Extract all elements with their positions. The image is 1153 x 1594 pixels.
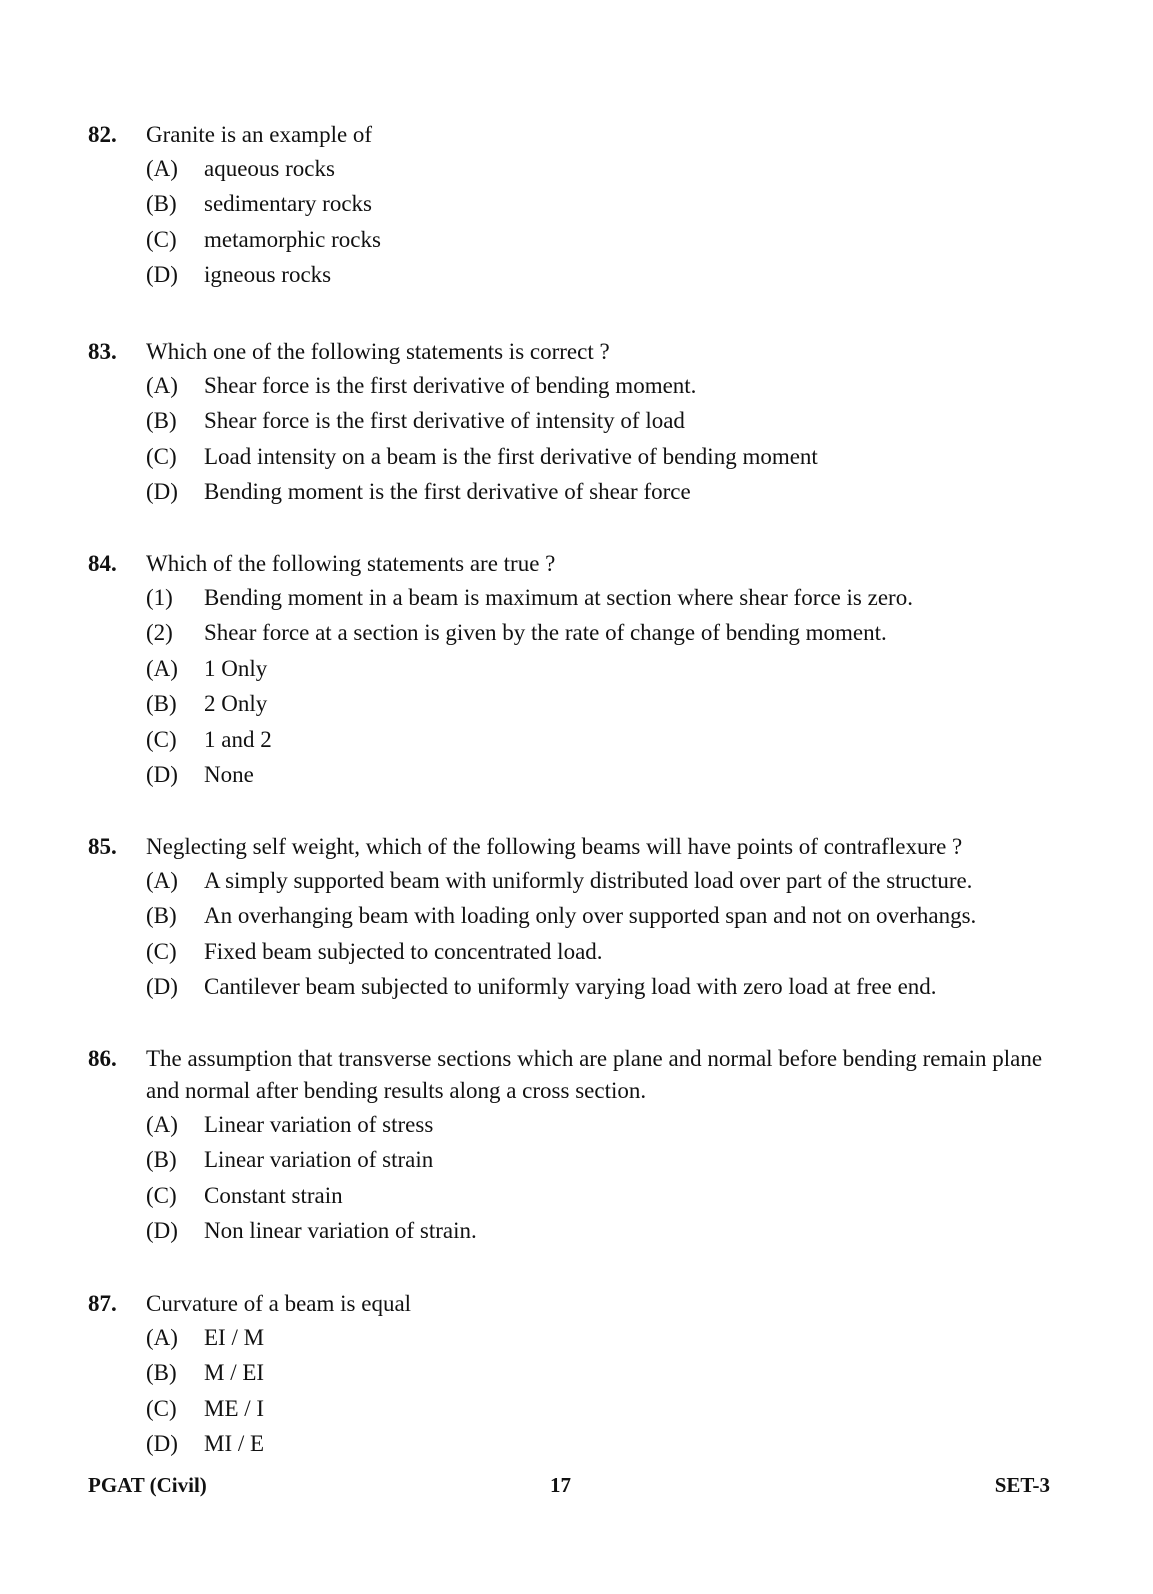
- option-a: [88, 368, 1078, 403]
- option-text: aqueous rocks: [204, 156, 335, 181]
- option-b: [88, 898, 1078, 933]
- option-text: 1 and 2: [204, 726, 272, 752]
- option-a: [88, 1107, 1078, 1142]
- option-d: [88, 1213, 1078, 1248]
- option-label: (C): [146, 1395, 177, 1421]
- option-a: [88, 151, 1078, 186]
- option-label: (B): [146, 691, 177, 717]
- question-stem: [88, 1288, 1078, 1320]
- option-d: [88, 1426, 1078, 1461]
- option-label: (B): [146, 1360, 177, 1386]
- option-text: 2 Only: [204, 691, 268, 717]
- option-a: [88, 651, 1078, 686]
- option-label: (D): [146, 762, 178, 788]
- option-text: metamorphic rocks: [204, 226, 381, 252]
- question-number: 87.: [88, 1291, 117, 1316]
- option-b: [88, 186, 1078, 221]
- option-text: Bending moment is the first derivative of shear force: [204, 479, 691, 505]
- option-label: (C): [146, 938, 177, 964]
- option-b: [88, 686, 1078, 721]
- option-label: (B): [146, 191, 177, 217]
- question-stem: [88, 119, 1078, 151]
- option-text: Linear variation of stress: [204, 1112, 434, 1137]
- option-text: Non linear variation of strain.: [204, 1218, 477, 1244]
- option-text: Constant strain: [204, 1182, 343, 1208]
- option-d: [88, 757, 1078, 792]
- question-text: The assumption that transverse sections which are plane and normal before bending remain plane and normal after bending results along a cross section.: [146, 1046, 1043, 1103]
- question-number: 82.: [88, 122, 117, 147]
- option-text: M / EI: [204, 1360, 265, 1386]
- option-label: (A): [146, 156, 178, 181]
- question-number: 85.: [88, 834, 117, 859]
- option-text: 1 Only: [204, 655, 268, 681]
- option-text: Fixed beam subjected to concentrated load.: [204, 938, 603, 964]
- option-label: (A): [146, 1325, 178, 1350]
- option-text: EI / M: [204, 1325, 265, 1350]
- option-label: (A): [146, 1112, 178, 1137]
- option-label: (D): [146, 262, 178, 288]
- option-label: (1): [146, 585, 173, 610]
- option-c: [88, 222, 1078, 257]
- option-text: Shear force at a section is given by the rate of change of bending moment.: [204, 620, 887, 646]
- question-text: Curvature of a beam is equal: [146, 1291, 412, 1316]
- option-c: [88, 934, 1078, 969]
- statement-2: [88, 615, 1078, 650]
- option-d: [88, 474, 1078, 509]
- question-text: Neglecting self weight, which of the following beams will have points of contraflexure ?: [146, 834, 963, 859]
- option-text: Shear force is the first derivative of bending moment.: [204, 373, 697, 398]
- option-label: (C): [146, 443, 177, 469]
- question-82: [88, 119, 1078, 293]
- question-stem: [88, 336, 1078, 368]
- question-number: 86.: [88, 1046, 117, 1071]
- option-label: (B): [146, 1147, 177, 1173]
- option-text: An overhanging beam with loading only over supported span and not on overhangs.: [204, 903, 977, 929]
- option-d: [88, 969, 1078, 1004]
- question-85: [88, 831, 1078, 1005]
- option-a: [88, 1320, 1078, 1355]
- option-label: (2): [146, 620, 173, 646]
- option-label: (D): [146, 479, 178, 505]
- option-a: [88, 863, 1078, 898]
- option-text: Load intensity on a beam is the first derivative of bending moment: [204, 443, 818, 469]
- option-text: None: [204, 762, 254, 788]
- page-number: 17: [550, 1473, 571, 1497]
- option-b: [88, 1142, 1078, 1177]
- set-label: SET-3: [994, 1473, 1050, 1497]
- option-label: (A): [146, 868, 178, 893]
- option-text: igneous rocks: [204, 262, 332, 288]
- option-label: (D): [146, 1218, 178, 1244]
- option-label: (C): [146, 1182, 177, 1208]
- question-stem: [88, 548, 1078, 580]
- option-text: MI / E: [204, 1431, 265, 1457]
- option-c: [88, 1178, 1078, 1213]
- question-stem: [88, 831, 1078, 863]
- option-c: [88, 722, 1078, 757]
- option-text: Linear variation of strain: [204, 1147, 434, 1173]
- option-label: (A): [146, 655, 178, 681]
- option-d: [88, 257, 1078, 292]
- option-label: (B): [146, 903, 177, 929]
- option-label: (B): [146, 408, 177, 434]
- option-text: A simply supported beam with uniformly distributed load over part of the structure.: [204, 868, 973, 893]
- option-text: sedimentary rocks: [204, 191, 372, 217]
- option-label: (A): [146, 373, 178, 398]
- option-c: [88, 439, 1078, 474]
- option-text: ME / I: [204, 1395, 265, 1421]
- question-83: [88, 336, 1078, 510]
- question-text: Which one of the following statements is correct ?: [146, 339, 610, 364]
- option-text: Shear force is the first derivative of intensity of load: [204, 408, 685, 434]
- question-86: [88, 1043, 1078, 1249]
- page-footer: [88, 1470, 1050, 1500]
- question-87: [88, 1288, 1078, 1462]
- question-text: Which of the following statements are true ?: [146, 551, 556, 576]
- exam-title: PGAT (Civil): [88, 1473, 207, 1497]
- option-c: [88, 1391, 1078, 1426]
- option-b: [88, 1355, 1078, 1390]
- option-label: (C): [146, 726, 177, 752]
- question-number: 83.: [88, 339, 117, 364]
- question-text: Granite is an example of: [146, 122, 373, 147]
- question-stem: [88, 1043, 1078, 1107]
- statement-1: [88, 580, 1078, 615]
- question-84: [88, 548, 1078, 792]
- question-number: 84.: [88, 551, 117, 576]
- option-label: (D): [146, 974, 178, 1000]
- option-b: [88, 403, 1078, 438]
- option-label: (C): [146, 226, 177, 252]
- option-text: Bending moment in a beam is maximum at section where shear force is zero.: [204, 585, 913, 610]
- option-label: (D): [146, 1431, 178, 1457]
- option-text: Cantilever beam subjected to uniformly varying load with zero load at free end.: [204, 974, 937, 1000]
